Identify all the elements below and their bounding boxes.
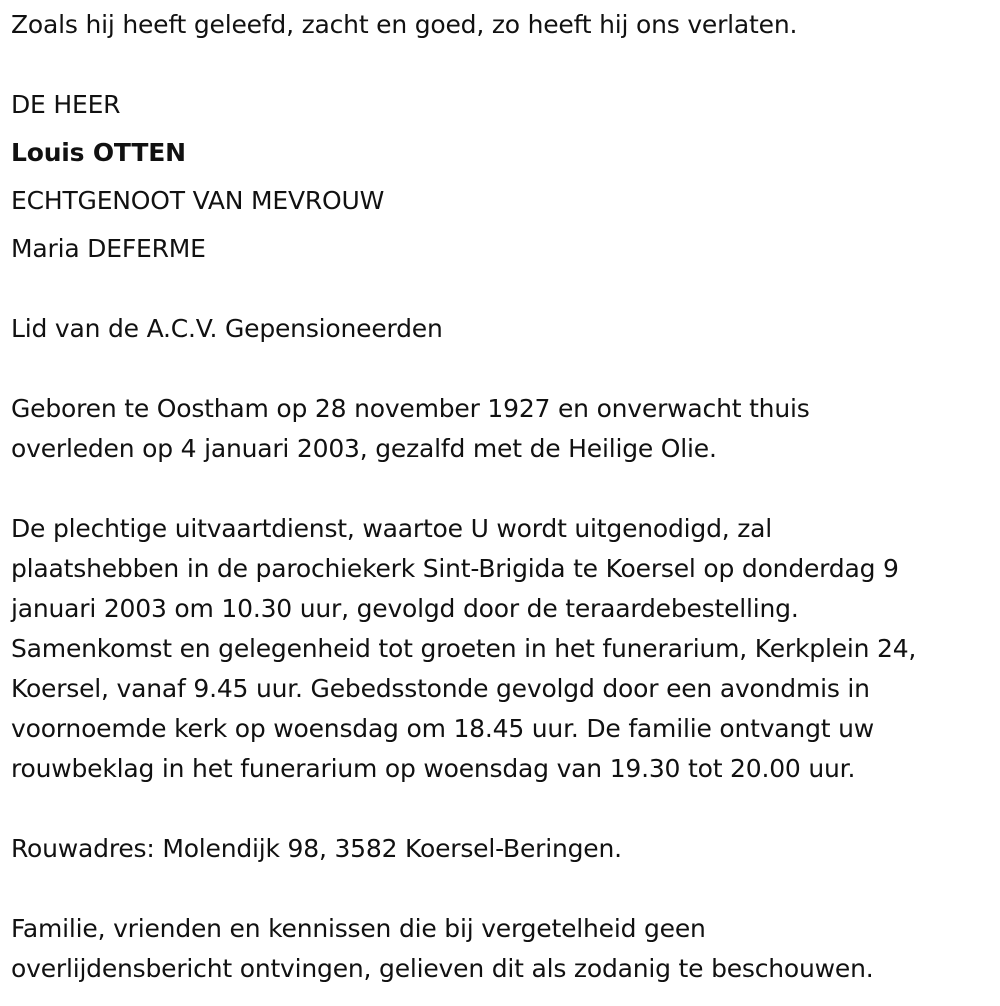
ceremony-line: Samenkomst en gelegenheid tot groeten in het funerarium, Kerkplein 24, bbox=[11, 634, 917, 663]
birth-death-line: overleden op 4 januari 2003, gezalfd met de Heilige Olie. bbox=[11, 434, 717, 463]
honorific: DE HEER bbox=[11, 90, 121, 119]
ceremony-line: januari 2003 om 10.30 uur, gevolgd door de teraardebestelling. bbox=[11, 594, 799, 623]
relation-line: ECHTGENOOT VAN MEVROUW bbox=[11, 186, 385, 215]
spouse-name: Maria DEFERME bbox=[11, 234, 206, 263]
closing-line: overlijdensbericht ontvingen, gelieven dit als zodanig te beschouwen. bbox=[11, 954, 874, 983]
ceremony-line: Koersel, vanaf 9.45 uur. Gebedsstonde gevolgd door een avondmis in bbox=[11, 674, 870, 703]
deceased-name: Louis OTTEN bbox=[11, 138, 186, 167]
epigraph: Zoals hij heeft geleefd, zacht en goed, zo heeft hij ons verlaten. bbox=[11, 10, 798, 39]
ceremony-line: voornoemde kerk op woensdag om 18.45 uur. De familie ontvangt uw bbox=[11, 714, 874, 743]
membership-line: Lid van de A.C.V. Gepensioneerden bbox=[11, 314, 443, 343]
ceremony-line: plaatshebben in de parochiekerk Sint-Brigida te Koersel op donderdag 9 bbox=[11, 554, 899, 583]
ceremony-line: rouwbeklag in het funerarium op woensdag van 19.30 tot 20.00 uur. bbox=[11, 754, 856, 783]
mourning-address: Rouwadres: Molendijk 98, 3582 Koersel-Beringen. bbox=[11, 834, 622, 863]
birth-death-line: Geboren te Oostham op 28 november 1927 en onverwacht thuis bbox=[11, 394, 810, 423]
closing-line: Familie, vrienden en kennissen die bij vergetelheid geen bbox=[11, 914, 706, 943]
ceremony-line: De plechtige uitvaartdienst, waartoe U wordt uitgenodigd, zal bbox=[11, 514, 773, 543]
